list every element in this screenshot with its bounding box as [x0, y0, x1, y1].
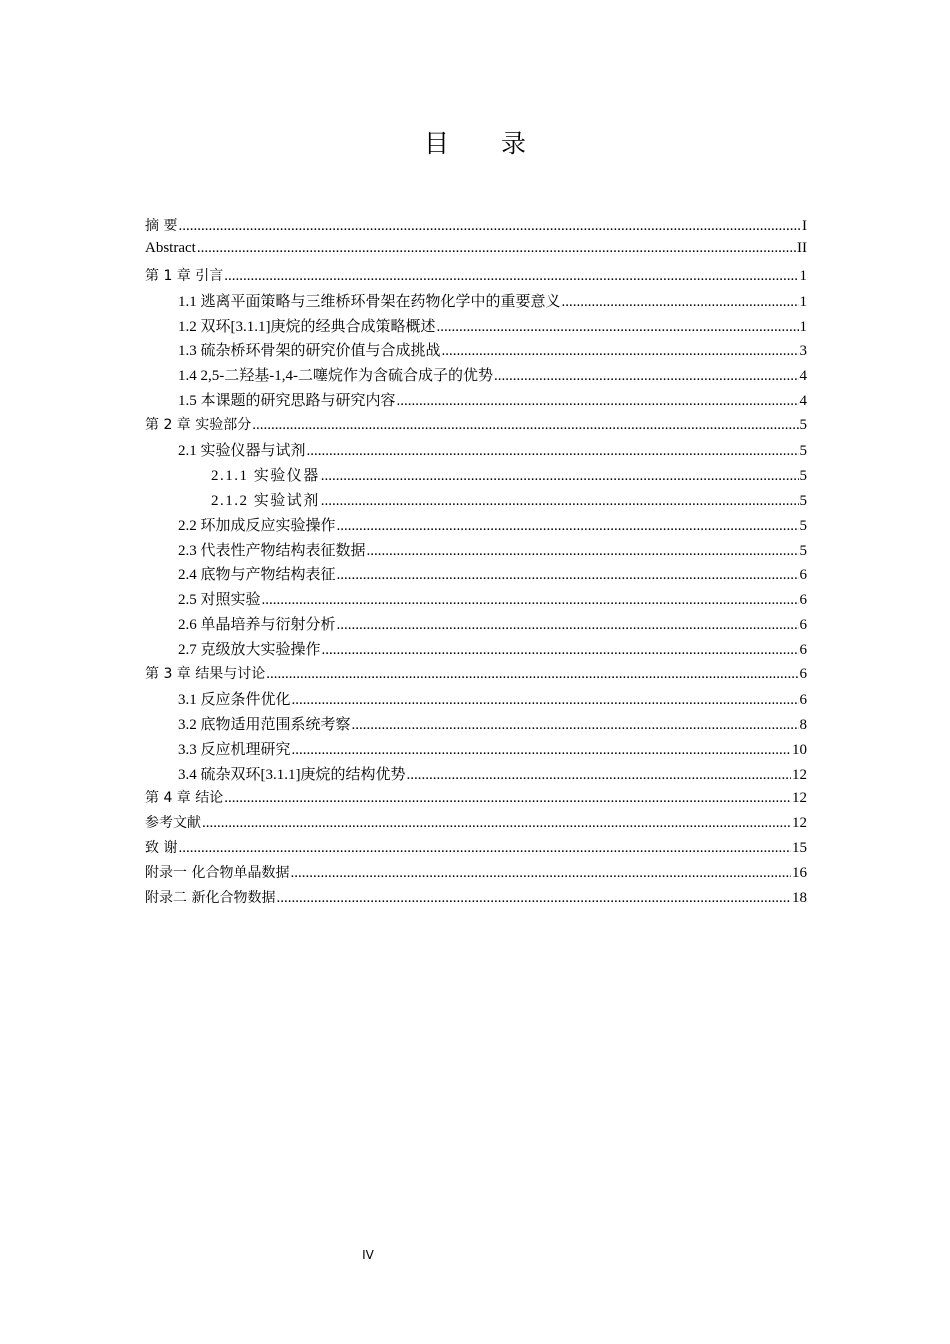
toc-entry-label: 附录一 化合物单晶数据 — [145, 865, 290, 882]
dot-leader — [322, 642, 799, 659]
dot-leader — [178, 218, 801, 235]
toc-entry-label: 1.3 硫杂桥环骨架的研究价值与合成挑战 — [178, 343, 441, 360]
toc-entry-page: 5 — [799, 542, 807, 559]
toc-entry-label: 2.2 环加成反应实验操作 — [178, 517, 336, 534]
toc-entry[interactable] — [145, 688, 807, 713]
dot-leader — [276, 890, 791, 907]
toc-entry-page: 6 — [799, 592, 807, 609]
toc-entry-page: 4 — [799, 368, 807, 385]
toc-entry-page: 1 — [799, 318, 807, 335]
toc-entry[interactable] — [145, 638, 807, 663]
toc-entry-label: 3.3 反应机理研究 — [178, 741, 291, 758]
toc-entry-page: 5 — [799, 443, 807, 460]
toc-entry-page: 12 — [792, 815, 807, 832]
toc-entry-page: 15 — [792, 840, 807, 857]
toc-entry-label: 2.6 单晶培养与衍射分析 — [178, 617, 336, 634]
toc-entry[interactable] — [145, 763, 807, 788]
toc-entry-label: 2.5 对照实验 — [178, 592, 261, 609]
toc-entry-page: 3 — [799, 343, 807, 360]
toc-entry[interactable] — [145, 713, 807, 738]
toc-entry-label: 第 1 章 引言 — [145, 267, 224, 284]
toc-entry-page: 6 — [799, 691, 807, 708]
toc-entry-page: 1 — [799, 267, 807, 284]
toc-entry-page: 10 — [792, 741, 807, 758]
dot-leader — [442, 343, 799, 360]
toc-entry-label: 第 4 章 结论 — [145, 790, 224, 807]
toc-entry[interactable] — [145, 787, 807, 812]
toc-entry-label: 2.1.1 实验仪器 — [211, 467, 320, 484]
toc-entry[interactable] — [145, 862, 807, 887]
dot-leader — [321, 468, 799, 485]
dot-leader — [224, 268, 798, 285]
dot-leader — [292, 742, 791, 759]
dot-leader — [367, 543, 799, 560]
toc-entry-page: 5 — [799, 492, 807, 509]
dot-leader — [407, 767, 792, 784]
dot-leader — [352, 717, 799, 734]
page-number: IV — [362, 1248, 374, 1262]
toc-entry[interactable] — [145, 812, 807, 837]
toc-entry-page: 6 — [799, 567, 807, 584]
toc-entry[interactable] — [145, 315, 807, 340]
toc-entry-label: 第 3 章 结果与讨论 — [145, 666, 266, 683]
dot-leader — [197, 240, 796, 257]
dot-leader — [266, 666, 798, 683]
toc-entry-page: 8 — [799, 716, 807, 733]
dot-leader — [262, 592, 799, 609]
toc-entry[interactable] — [145, 265, 807, 290]
dot-leader — [437, 319, 799, 336]
toc-entry[interactable] — [145, 563, 807, 588]
toc-entry[interactable] — [145, 240, 807, 265]
dot-leader — [202, 815, 791, 832]
dot-leader — [307, 443, 799, 460]
toc-entry-label: 2.1.2 实验试剂 — [211, 492, 320, 509]
toc-entry-label: 3.1 反应条件优化 — [178, 691, 291, 708]
toc-entry-label: 致 谢 — [145, 840, 178, 857]
dot-leader — [337, 567, 799, 584]
dot-leader — [337, 617, 799, 634]
toc-entry[interactable] — [145, 489, 807, 514]
toc-entry[interactable] — [145, 738, 807, 763]
toc-entry-page: 6 — [799, 617, 807, 634]
table-of-contents — [145, 215, 807, 912]
toc-entry-page: 5 — [799, 517, 807, 534]
toc-entry-label: 1.5 本课题的研究思路与研究内容 — [178, 393, 396, 410]
toc-entry-page: 4 — [799, 393, 807, 410]
toc-entry-label: 1.4 2,5-二羟基-1,4-二噻烷作为含硫合成子的优势 — [178, 368, 493, 385]
toc-entry-page: 12 — [792, 766, 807, 783]
toc-entry-label: 摘 要 — [145, 218, 178, 234]
toc-entry[interactable] — [145, 887, 807, 912]
toc-entry-page: 5 — [799, 417, 807, 434]
toc-entry-page: 12 — [792, 790, 807, 807]
toc-entry-label: 3.2 底物适用范围系统考察 — [178, 716, 351, 733]
dot-leader — [252, 417, 798, 434]
dot-leader — [397, 393, 799, 410]
toc-entry-label: 第 2 章 实验部分 — [145, 417, 252, 434]
toc-entry-label: Abstract — [145, 239, 196, 256]
toc-entry[interactable] — [145, 339, 807, 364]
page-title: 目 录 — [424, 129, 548, 158]
toc-entry[interactable] — [145, 539, 807, 564]
toc-entry-label: 1.1 逃离平面策略与三维桥环骨架在药物化学中的重要意义 — [178, 293, 561, 310]
toc-entry[interactable] — [145, 389, 807, 414]
toc-entry-label: 附录二 新化合物数据 — [145, 890, 276, 907]
toc-entry-page: 18 — [792, 890, 807, 907]
toc-entry-page: 16 — [792, 865, 807, 882]
toc-entry-page: II — [797, 239, 807, 256]
dot-leader — [178, 840, 791, 857]
toc-entry[interactable] — [145, 215, 807, 240]
toc-entry[interactable] — [145, 588, 807, 613]
toc-entry-label: 1.2 双环[3.1.1]庚烷的经典合成策略概述 — [178, 318, 436, 335]
toc-entry-page: I — [802, 218, 807, 234]
toc-entry-page: 1 — [799, 293, 807, 310]
toc-entry-page: 6 — [799, 642, 807, 659]
toc-entry[interactable] — [145, 514, 807, 539]
dot-leader — [321, 493, 799, 510]
toc-entry[interactable] — [145, 290, 807, 315]
dot-leader — [292, 692, 799, 709]
toc-entry[interactable] — [145, 464, 807, 489]
toc-entry[interactable] — [145, 663, 807, 688]
dot-leader — [224, 790, 791, 807]
toc-entry-label: 2.7 克级放大实验操作 — [178, 642, 321, 659]
toc-entry-page: 6 — [799, 666, 807, 683]
toc-entry[interactable] — [145, 613, 807, 638]
dot-leader — [494, 368, 799, 385]
dot-leader — [337, 518, 799, 535]
dot-leader — [290, 865, 791, 882]
toc-entry-page: 5 — [799, 467, 807, 484]
toc-entry-label: 2.1 实验仪器与试剂 — [178, 443, 306, 460]
toc-entry[interactable] — [145, 837, 807, 862]
toc-entry[interactable] — [145, 364, 807, 389]
toc-entry-label: 参考文献 — [145, 815, 201, 832]
dot-leader — [562, 294, 799, 311]
toc-entry-label: 2.3 代表性产物结构表征数据 — [178, 542, 366, 559]
toc-entry-label: 2.4 底物与产物结构表征 — [178, 567, 336, 584]
toc-entry[interactable] — [145, 414, 807, 439]
toc-entry[interactable] — [145, 439, 807, 464]
toc-entry-label: 3.4 硫杂双环[3.1.1]庚烷的结构优势 — [178, 766, 406, 783]
